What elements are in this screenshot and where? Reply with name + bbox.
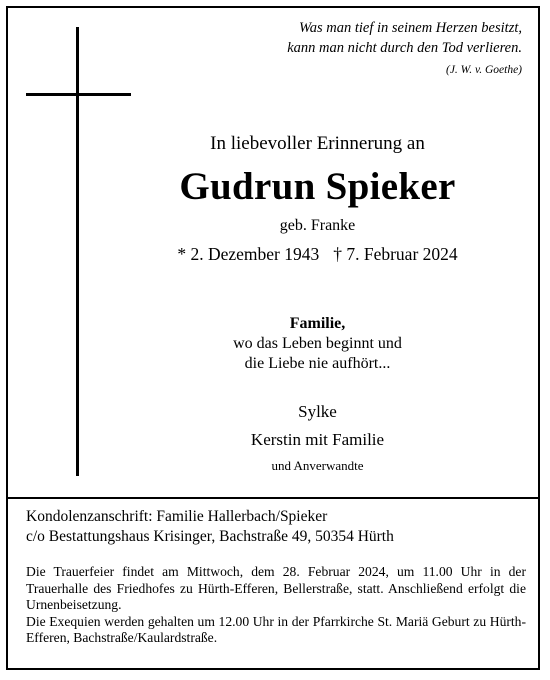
cross-icon-horizontal <box>26 93 131 96</box>
condolence-line-1: Kondolenzanschrift: Familie Hallerbach/Spieker <box>26 508 328 525</box>
section-divider <box>6 497 540 499</box>
deceased-name: Gudrun Spieker <box>179 165 456 208</box>
condolence-line-2: c/o Bestattungshaus Krisinger, Bachstraße 49, 50354 Hürth <box>26 528 394 545</box>
ceremony-text: Die Trauerfeier findet am Mittwoch, dem 28. Februar 2024, um 11.00 Uhr in der Trauerhalle des Friedhofes zu Hürth-Efferen, Bellerstraße, statt. Anschließend erfolgt die Urnenbeisetzung. <box>26 564 526 612</box>
exequies-text: Die Exequien werden gehalten um 12.00 Uhr in der Pfarrkirche St. Mariä Geburt zu Hürth-Efferen, Bachstraße/Kaulardstraße. <box>26 613 526 645</box>
condolence-address <box>26 507 526 547</box>
family-verse <box>120 314 515 374</box>
signature-relatives: und Anverwandte <box>271 458 364 473</box>
quote-author: (J. W. v. Goethe) <box>446 64 522 76</box>
signature-sylke: Sylke <box>298 402 337 421</box>
goethe-quote <box>287 18 522 80</box>
birth-date: * 2. Dezember 1943 <box>177 244 320 264</box>
quote-line-1: Was man tief in seinem Herzen besitzt, <box>299 20 522 36</box>
death-date: † 7. Februar 2024 <box>333 244 458 264</box>
life-dates <box>120 244 515 265</box>
verse-line-2: die Liebe nie aufhört... <box>244 355 391 372</box>
born-name: geb. Franke <box>279 217 356 234</box>
funeral-notice <box>26 564 526 647</box>
signature-kerstin: Kerstin mit Familie <box>250 430 385 449</box>
quote-line-2: kann man nicht durch den Tod verlieren. <box>287 40 522 56</box>
verse-line-1: wo das Leben beginnt und <box>233 335 402 352</box>
intro-text: In liebevoller Erinnerung an <box>210 133 425 154</box>
verse-title: Familie, <box>289 315 346 332</box>
